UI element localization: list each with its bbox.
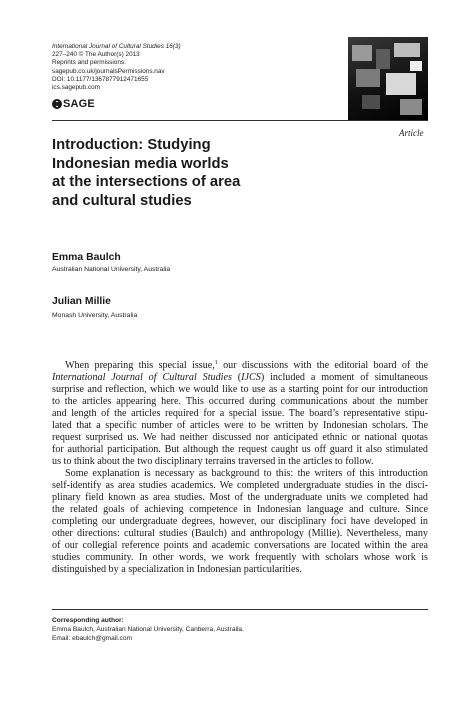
corresponding-author-address: Emma Baulch, Australian National University, Canberra, Australia. bbox=[52, 626, 244, 633]
body-line: studies community. In other words, we work frequently with scholars whose work is bbox=[52, 552, 428, 563]
article-body bbox=[52, 360, 428, 576]
title-line: Indonesian media worlds bbox=[52, 155, 229, 172]
title-line: Introduction: Studying bbox=[52, 137, 211, 153]
journal-name-italic: International Journal of Cultural Studies bbox=[52, 372, 232, 383]
body-line: International Journal of Cultural Studies (IJCS) included a moment of simultaneous bbox=[52, 372, 428, 383]
footnote-marker: 1 bbox=[214, 360, 218, 366]
journal-doi: DOI: 10.1177/1367877912471655 bbox=[52, 75, 149, 83]
body-line: surprise and reflection, which we would like to use as a starting point for our introduction bbox=[52, 384, 428, 395]
title-line: and cultural studies bbox=[52, 192, 192, 209]
body-line: plinary field known as area studies. Most of the undergraduate units we completed had bbox=[52, 492, 428, 503]
author-name: Julian Millie bbox=[52, 296, 111, 307]
body-line: for authorial participation. But although the request caught us off guard it also stimulated bbox=[52, 444, 428, 455]
body-line: of our collegial reference points and academic conversations are located within the area bbox=[52, 540, 428, 551]
journal-info bbox=[52, 43, 282, 92]
article-title bbox=[52, 136, 312, 210]
author-name: Emma Baulch bbox=[52, 252, 121, 263]
sage-mark-icon bbox=[52, 99, 62, 109]
title-line: at the intersections of area bbox=[52, 174, 241, 191]
header-divider bbox=[52, 120, 428, 121]
journal-permissions-url: sagepub.co.uk/journalsPermissions.nav bbox=[52, 67, 165, 75]
journal-citation: International Journal of Cultural Studies 16(3) bbox=[52, 43, 181, 50]
corresponding-author-email: Email: ebaulch@gmail.com bbox=[52, 635, 132, 642]
body-line: When preparing this special issue,$^1$ our discussions with the editorial board of the bbox=[65, 360, 428, 371]
journal-url: ics.sagepub.com bbox=[52, 84, 100, 92]
body-line: distinguished by a specialization in Indonesian particularities. bbox=[52, 564, 302, 575]
body-line: other directions: cultural studies (Baulch) and anthropology (Millie). Nevertheless, many bbox=[52, 528, 428, 539]
journal-pages-copyright: 227–240 © The Author(s) 2013 bbox=[52, 51, 140, 59]
body-line: us to think about the two disciplinary terrains traversed in the articles to follow. bbox=[52, 456, 374, 467]
corresponding-author-heading: Corresponding author: bbox=[52, 617, 124, 624]
sage-logo bbox=[52, 98, 95, 110]
sage-wordmark: SAGE bbox=[63, 98, 95, 110]
body-line: completing our undergraduate degrees, however, our disciplinary foci have developed in bbox=[52, 516, 428, 527]
body-line: Some explanation is necessary as background to this: the writers of this introduction bbox=[65, 468, 428, 479]
journal-cover-image bbox=[348, 37, 428, 120]
author-affiliation: Monash University, Australia bbox=[52, 312, 138, 319]
journal-reprints: Reprints and permissions: bbox=[52, 59, 126, 67]
body-line: and length of the articles required for a special issue. The board’s representative stipu- bbox=[52, 408, 428, 419]
body-line: lated that a specific number of articles were to be written by Indonesian scholars. The bbox=[52, 420, 428, 431]
body-line: the related goals of achieving competence in Indonesian language and culture. Since bbox=[52, 504, 428, 515]
body-line: to the articles appearing here. This occurred during communications about the number bbox=[52, 396, 428, 407]
author-affiliation: Australian National University, Australia bbox=[52, 266, 171, 273]
corresponding-author-note bbox=[52, 616, 244, 643]
body-line: self-identify as area studies academics. We completed undergraduate studies in the disci- bbox=[52, 480, 428, 491]
body-line: request surprised us. We had neither discussed nor anticipated ethnic or national quotas bbox=[52, 432, 428, 443]
article-type-label: Article bbox=[399, 128, 424, 138]
footnote-divider bbox=[52, 609, 428, 610]
